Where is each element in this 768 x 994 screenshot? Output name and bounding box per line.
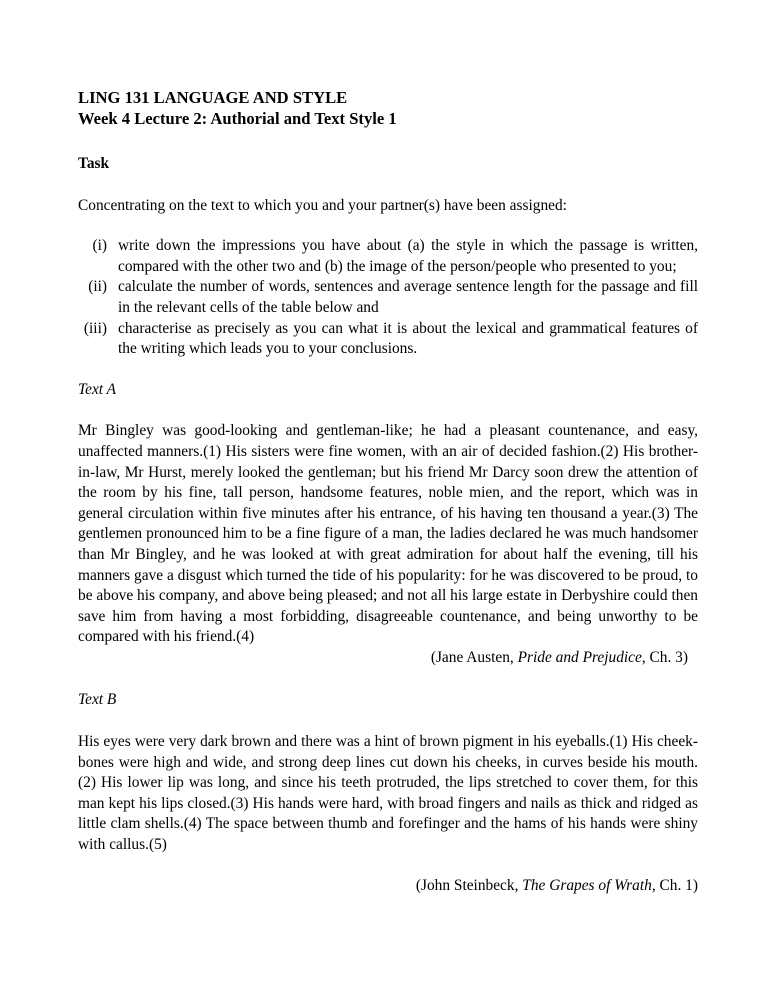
task-item-number: (iii) xyxy=(83,319,107,337)
citation-author: (John Steinbeck, xyxy=(415,876,523,894)
task-item xyxy=(78,319,698,360)
text-b-heading: Text B xyxy=(78,691,117,709)
task-item-text: characterise as precisely as you can what it is about the lexical and grammatical features of the writing which leads you to your conclusions. xyxy=(118,319,698,358)
course-title: LING 131 LANGUAGE AND STYLE xyxy=(78,88,348,107)
task-intro: Concentrating on the text to which you and your partner(s) have been assigned: xyxy=(78,196,567,214)
citation-chapter: Ch. 1) xyxy=(655,876,698,894)
citation-work: The Grapes of Wrath, xyxy=(522,876,656,894)
task-item-text: write down the impressions you have about (a) the style in which the passage is written, compared with the other two and (b) the image of the person/people who presented to you; xyxy=(118,237,698,275)
task-item xyxy=(78,236,698,277)
citation-work: Pride and Prejudice xyxy=(517,648,642,666)
text-a-heading: Text A xyxy=(78,380,117,398)
text-b-citation xyxy=(78,876,698,897)
task-heading: Task xyxy=(78,155,110,172)
task-item xyxy=(78,277,698,318)
text-b-passage: His eyes were very dark brown and there was a hint of brown pigment in his eyeballs.(1) His cheek-bones were high and wide, and strong deep lines cut down his cheeks, in curves beside his mouth.(2) His lower lip was long, and since his teeth protruded, the lips stretched to cover them, for this man kept his lips closed.(3) His hands were hard, with broad fingers and nails as thick and ridged as little clam shells.(4) The space between thumb and forefinger and the hams of his hands were shiny with callus.(5) xyxy=(78,733,698,854)
task-list xyxy=(78,236,698,360)
task-item-text: calculate the number of words, sentences and average sentence length for the passage and fill in the relevant cells of the table below and xyxy=(118,278,698,316)
text-a-citation xyxy=(78,648,698,669)
citation-author: (Jane Austen, xyxy=(430,648,518,666)
task-item-number: (i) xyxy=(92,237,107,255)
citation-chapter: , Ch. 3) xyxy=(641,648,688,666)
document-page xyxy=(78,87,698,896)
text-a-passage: Mr Bingley was good-looking and gentleman-like; he had a pleasant countenance, and easy, unaffected manners.(1) His sisters were fine women, with an air of decided fashion.(2) His brother-in-law, Mr Hurst, merely looked the gentleman; but his friend Mr Darcy soon drew the attention of the room by his fine, tall person, handsome features, noble mien, and the report, which was in general circulation within five minutes after his entrance, of his having ten thousand a year.(3) The gentlemen pronounced him to be a fine figure of a man, the ladies declared he was much handsomer than Mr Bingley, and he was looked at with great admiration for about half the evening, till his manners gave a disgust which turned the tide of his popularity: for he was discovered to be proud, to be above his company, and above being pleased; and not all his large estate in Derbyshire could then save him from having a most forbidding, disagreeable countenance, and being unworthy to be compared with his friend.(4) xyxy=(78,422,698,646)
lecture-title: Week 4 Lecture 2: Authorial and Text Style 1 xyxy=(78,109,397,128)
task-item-number: (ii) xyxy=(88,278,107,296)
